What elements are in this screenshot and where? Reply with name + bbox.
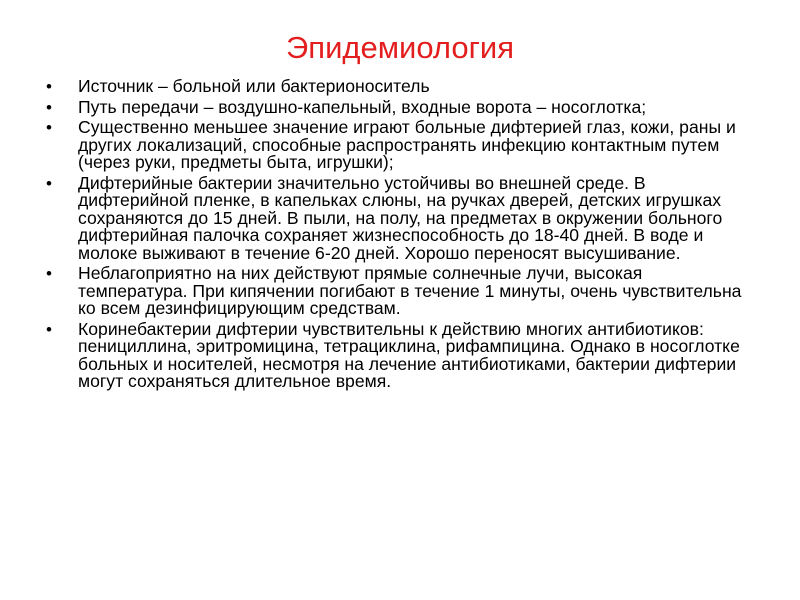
bullet-item-source — [46, 78, 746, 96]
bullet-dot-icon: • — [46, 264, 52, 283]
bullet-text: Неблагоприятно на них действуют прямые солнечные лучи, высокая температура. При кипячении погибают в течение 1 минуты, очень чувствительна ко всем дезинфицирующим средствам. — [78, 263, 742, 318]
bullet-dot-icon: • — [46, 319, 52, 339]
bullet-dot-icon: • — [46, 77, 52, 96]
bullet-item-resistance — [46, 172, 746, 263]
bullet-text: Коринебактерии дифтерии чувствительны к действию многих антибиотиков: пенициллина, эритромицина, тетрациклина, рифампицина. Однако в носоглотке больных и носителей, несмотря на лечение антибиотиками, бактерии дифтерии могут сохраняться длительное время. — [78, 318, 740, 391]
bullet-item-transmission — [46, 96, 746, 117]
bullet-dot-icon: • — [46, 173, 52, 193]
bullet-text: Путь передачи – воздушно-капельный, входные ворота – носоглотка; — [78, 96, 647, 117]
bullet-dot-icon: • — [46, 118, 52, 137]
bullet-dot-icon: • — [46, 97, 52, 117]
bullet-item-antibiotics — [46, 318, 746, 391]
bullet-text: Дифтерийные бактерии значительно устойчивы во внешней среде. В дифтерийной пленке, в капельках слюны, на ручках дверей, детских игрушках сохраняются до 15 дней. В пыли, на полу, на предметах в окружении больного дифтерийная палочка сохраняет жизнеспособность до 18-40 дней. В воде и молоке выживают в течение 6-20 дней. Хорошо переносят высушивание. — [78, 172, 723, 263]
slide-title: Эпидемиология — [286, 30, 514, 65]
bullet-text: Источник – больной или бактерионоситель — [78, 76, 430, 96]
bullet-text: Существенно меньшее значение играют больные дифтерией глаз, кожи, раны и других локализаций, способные распространять инфекцию контактным путем (через руки, предметы быта, игрушки); — [78, 117, 736, 172]
bullet-item-unfavorable-factors — [46, 265, 746, 318]
bullet-list — [46, 78, 746, 394]
bullet-item-other-forms — [46, 119, 746, 172]
